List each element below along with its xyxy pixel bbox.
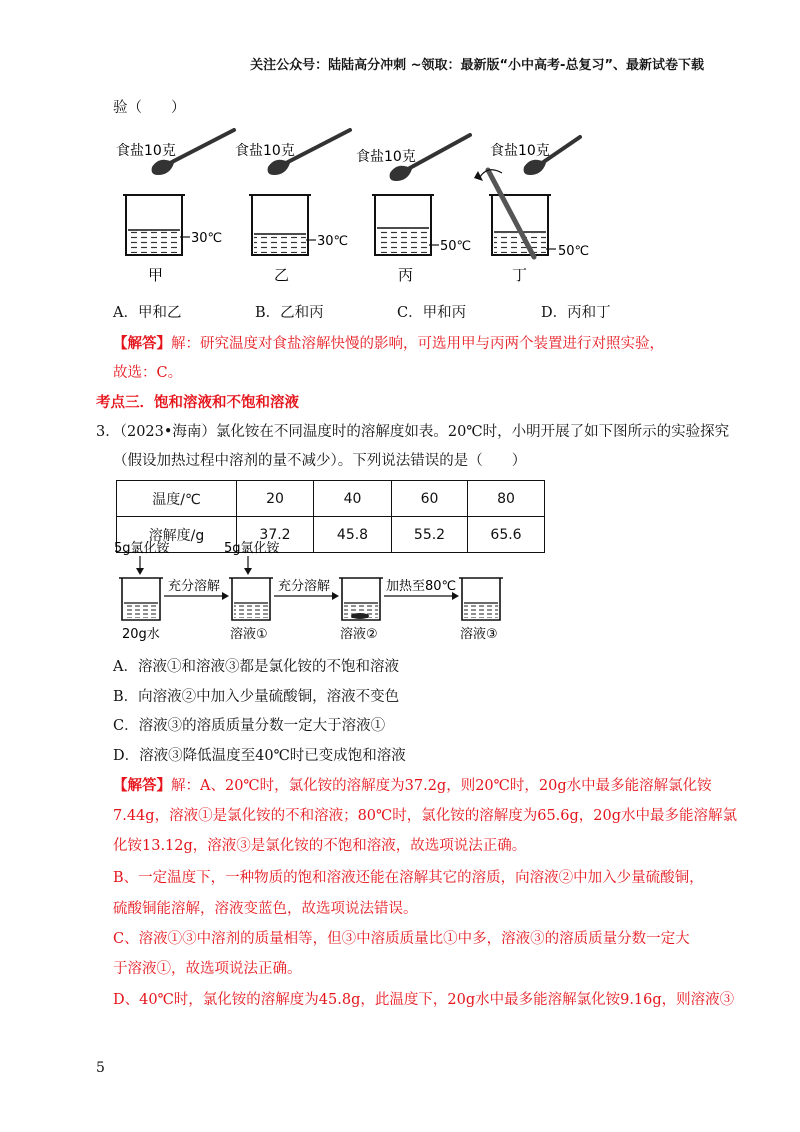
- undissolved-solid-icon: [351, 613, 369, 619]
- spoon-label-bing: 食盐10克: [356, 149, 416, 165]
- step-label-1: 充分溶解: [168, 579, 221, 594]
- q3-answer-line-3: 化铵13.12g，溶液③是氯化铵的不饱和溶液，故选项说法正确。: [113, 838, 527, 854]
- temp-yi: 30℃: [317, 234, 349, 249]
- water-label: 20g水: [122, 627, 160, 642]
- table-head-temp: 温度/℃: [117, 481, 237, 517]
- table-row: [117, 481, 545, 517]
- table-head-solubility: 溶解度/g: [117, 517, 237, 553]
- beaker-jia: [116, 130, 234, 284]
- solution-3-label: 溶液③: [460, 627, 498, 642]
- q3-answer-line-8: D、40℃时，氯化铵的溶解度为45.8g，此温度下，20g水中最多能溶解氯化铵9.16g，则溶液③: [113, 992, 735, 1008]
- q2-option-d: D．丙和丁: [541, 305, 611, 321]
- spoon-label-ding: 食盐10克: [490, 143, 550, 159]
- q3-stem-line1: 3．（2023•海南）氯化铵在不同温度时的溶解度如表。20℃时，小明开展了如下图所示的实验探究: [96, 424, 730, 440]
- temp-bing: 50℃: [440, 239, 472, 254]
- q3-option-b: B．向溶液②中加入少量硫酸铜，溶液不变色: [113, 689, 400, 705]
- q3-answer-line-6: C、溶液①③中溶剂的质量相等，但③中溶质质量比①中多，溶液③的溶质质量分数一定大: [113, 931, 690, 947]
- q3-answer-line-4: B、一定温度下，一种物质的饱和溶液还能在溶解其它的溶质，向溶液②中加入少量硫酸铜，: [113, 870, 704, 886]
- q2-answer-tag: 【解答】: [113, 335, 171, 352]
- table-cell: 20: [237, 481, 314, 517]
- q2-options: [113, 303, 611, 323]
- q3-experiment-diagram: [110, 536, 530, 646]
- q3-answer-line-2: 7.44g，溶液①是氯化铵的不和溶液；80℃时，氯化铵的溶解度为65.6g，20g水中最多能溶解氯: [113, 808, 738, 824]
- q2-answer-choice: 故选：C。: [113, 365, 183, 381]
- q2-option-c: C．甲和丙: [397, 305, 467, 321]
- q3-stem-line2: （假设加热过程中溶剂的量不减少）。下列说法错误的是（ ）: [113, 453, 527, 469]
- q3-answer-tag: 【解答】: [113, 777, 171, 794]
- table-cell: 65.6: [468, 517, 545, 553]
- add-label-1: 5g氯化铵: [114, 541, 170, 556]
- q3-answer-line-5: 硫酸铜能溶解，溶液变蓝色，故选项说法错误。: [113, 901, 418, 917]
- page-number: 5: [96, 1060, 105, 1076]
- beaker-name-bing: 丙: [398, 266, 414, 284]
- table-cell: 40: [314, 481, 392, 517]
- step-label-2: 充分溶解: [278, 579, 331, 594]
- beaker-name-jia: 甲: [148, 266, 164, 284]
- spoon-label-yi: 食盐10克: [235, 143, 295, 159]
- table-cell: 55.2: [392, 517, 468, 553]
- q2-beaker-figure: [110, 125, 590, 290]
- q2-stem-tail: 验（ ）: [113, 100, 186, 116]
- beaker-bing: [356, 135, 471, 284]
- q2-option-b: B．乙和丙: [255, 305, 324, 321]
- q2-option-a: A．甲和乙: [113, 305, 182, 321]
- q2-answer-text: 解：研究温度对食盐溶解快慢的影响，可选用甲与丙两个装置进行对照实验，: [171, 336, 664, 352]
- solution-2-label: 溶液②: [340, 627, 378, 642]
- table-cell: 45.8: [314, 517, 392, 553]
- beaker-name-yi: 乙: [274, 266, 290, 284]
- beaker-name-ding: 丁: [512, 266, 528, 284]
- q3-answer-line-1: [113, 776, 712, 796]
- temp-ding: 50℃: [558, 244, 590, 259]
- temp-jia: 30℃: [191, 231, 223, 246]
- q3-answer-line-7: 于溶液①，故选项说法正确。: [113, 961, 302, 977]
- q3-option-d: D．溶液③降低温度至40℃时已变成饱和溶液: [113, 748, 406, 764]
- solution-1-label: 溶液①: [230, 627, 268, 642]
- spoon-label-jia: 食盐10克: [116, 143, 176, 159]
- table-cell: 80: [468, 481, 545, 517]
- section-title: 考点三．饱和溶液和不饱和溶液: [96, 394, 299, 411]
- table-cell: 60: [392, 481, 468, 517]
- beaker-ding: [474, 137, 589, 284]
- add-label-2: 5g氯化铵: [224, 541, 280, 556]
- q3-option-a: A．溶液①和溶液③都是氯化铵的不饱和溶液: [113, 659, 399, 675]
- page-header: 关注公众号：陆陆高分冲刺 ~领取：最新版“小中高考-总复习”、最新试卷下载: [250, 58, 704, 73]
- q3-answer-text: 解：A、20℃时，氯化铵的溶解度为37.2g，则20℃时，20g水中最多能溶解氯化铵: [171, 778, 712, 794]
- step-label-3: 加热至80℃: [386, 579, 457, 594]
- table-cell: 37.2: [237, 517, 314, 553]
- beaker-yi: [235, 130, 350, 284]
- q3-option-c: C．溶液③的溶质质量分数一定大于溶液①: [113, 718, 386, 734]
- q2-answer: [113, 334, 664, 354]
